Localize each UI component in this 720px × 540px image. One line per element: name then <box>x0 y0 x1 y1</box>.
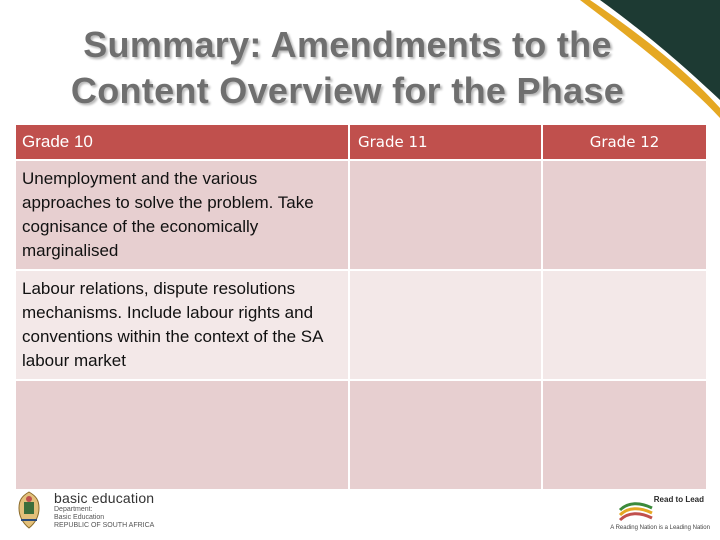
department-logo <box>14 488 154 532</box>
table-header-row <box>15 124 707 160</box>
header-grade-10: Grade 10 <box>15 124 349 160</box>
table-cell: Labour relations, dispute resolutions mechanisms. Include labour rights and conventions within the context of the SA labour market <box>15 270 349 380</box>
campaign-name: Read to Lead <box>653 495 704 504</box>
table-cell <box>349 270 542 380</box>
page-title <box>0 22 695 114</box>
logo-name: basic education <box>54 490 155 506</box>
logo-line-3: REPUBLIC OF SOUTH AFRICA <box>54 522 155 529</box>
title-line-1: Summary: Amendments to the <box>83 24 612 65</box>
table-row <box>15 270 707 380</box>
read-to-lead-logo <box>610 492 710 536</box>
table-cell <box>542 380 707 490</box>
table-cell: Unemployment and the various approaches to solve the problem. Take cognisance of the economically marginalised <box>15 160 349 270</box>
table-row <box>15 380 707 490</box>
campaign-tagline: A Reading Nation is a Leading Nation <box>610 525 710 531</box>
table-cell <box>349 160 542 270</box>
header-grade-11: Grade 11 <box>349 124 542 160</box>
table-cell <box>15 380 349 490</box>
coat-of-arms-icon <box>14 490 44 530</box>
logo-line-1: Department: <box>54 506 93 513</box>
content-table <box>14 123 708 491</box>
table-cell <box>542 160 707 270</box>
table-cell <box>542 270 707 380</box>
table-cell <box>349 380 542 490</box>
table-row <box>15 160 707 270</box>
header-grade-12: Grade 12 <box>542 124 707 160</box>
book-icon <box>618 498 654 528</box>
title-line-2: Content Overview for the Phase <box>70 70 625 111</box>
logo-line-2: Basic Education <box>54 514 105 521</box>
